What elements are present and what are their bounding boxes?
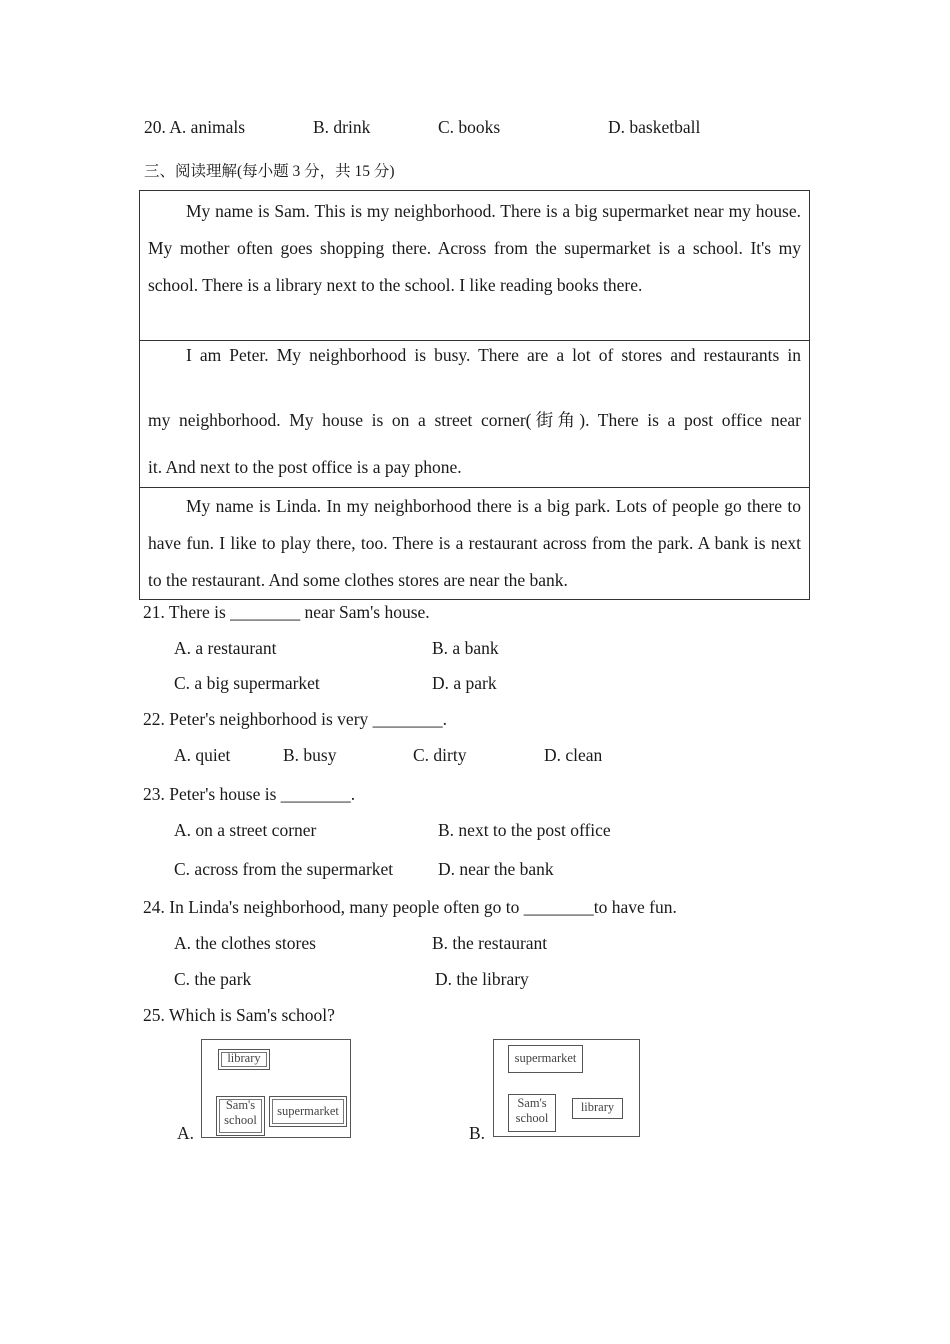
passage-sam: [140, 191, 809, 341]
q23-option-b: B. next to the post office: [438, 820, 611, 840]
q20-option-c: C. books: [438, 117, 501, 137]
q25-option-a-label: A.: [177, 1123, 195, 1143]
q23-option-d: D. near the bank: [438, 859, 554, 879]
passage-peter: [140, 341, 809, 488]
q24-stem: 24. In Linda's neighborhood, many people often go to ________to have fun.: [143, 897, 677, 917]
q21-option-b: B. a bank: [432, 638, 499, 658]
map-a-school-line-2: school: [224, 1113, 257, 1127]
q23-stem: 23. Peter's house is ________.: [143, 784, 356, 804]
map-b-library-label: library: [580, 1100, 615, 1114]
passage-peter-line-1: I am Peter. My neighborhood is busy. There are a lot of stores and restaurants in: [186, 345, 801, 365]
map-a-library: [218, 1049, 270, 1070]
map-a-school-line-1: Sam's: [225, 1098, 256, 1112]
q24-option-a: A. the clothes stores: [174, 933, 316, 953]
map-b-sams-school: [508, 1094, 556, 1132]
q20-option-a: 20. A. animals: [144, 117, 246, 137]
q24-option-d: D. the library: [435, 969, 529, 989]
map-b-supermarket: [508, 1045, 583, 1073]
q22-option-c: C. dirty: [413, 745, 467, 765]
map-a-supermarket-label: supermarket: [277, 1104, 339, 1118]
q22-stem: 22. Peter's neighborhood is very ________.: [143, 709, 448, 729]
passage-sam-text: My name is Sam. This is my neighborhood. There is a big supermarket near my house. My mother often goes shopping there. Across from the supermarket is a school. It's my school. There is a library next to the school. I like reading books there.: [148, 201, 801, 295]
q21-option-c: C. a big supermarket: [174, 673, 320, 693]
q22-option-b: B. busy: [283, 745, 337, 765]
q25-option-b-label: B.: [469, 1123, 486, 1143]
q24-option-b: B. the restaurant: [432, 933, 548, 953]
q21-option-a: A. a restaurant: [174, 638, 277, 658]
passage-linda: [140, 488, 809, 599]
map-b-school-line-2: school: [515, 1111, 549, 1125]
q21-stem: 21. There is ________ near Sam's house.: [143, 602, 430, 622]
map-b-library: [572, 1098, 623, 1119]
q23-option-a: A. on a street corner: [174, 820, 317, 840]
section-title: 三、阅读理解(每小题 3 分，共 15 分): [144, 163, 395, 180]
map-a-supermarket: [269, 1096, 347, 1127]
q22-option-d: D. clean: [544, 745, 603, 765]
map-b-school-line-1: Sam's: [517, 1096, 547, 1110]
passage-linda-text: My name is Linda. In my neighborhood there is a big park. Lots of people go there to have fun. I like to play there, too. There is a restaurant across from the park. A bank is next to the restaurant. And some clothes stores are near the bank.: [148, 496, 801, 590]
passages-table: [139, 190, 810, 600]
map-a-sams-school: [216, 1096, 265, 1136]
map-b-supermarket-label: supermarket: [514, 1051, 577, 1065]
q21-option-d: D. a park: [432, 673, 497, 693]
q25-stem: 25. Which is Sam's school?: [143, 1005, 335, 1025]
q24-option-c: C. the park: [174, 969, 252, 989]
passage-peter-line-2: my neighborhood. My house is on a street corner(街角). There is a post office near: [148, 410, 801, 430]
q23-option-c: C. across from the supermarket: [174, 859, 394, 879]
q22-option-a: A. quiet: [174, 745, 231, 765]
q20-option-d: D. basketball: [608, 117, 701, 137]
map-option-b: [493, 1039, 640, 1137]
passage-peter-line-3: it. And next to the post office is a pay phone.: [148, 457, 462, 477]
map-option-a: [201, 1039, 351, 1138]
map-a-library-label: library: [227, 1051, 261, 1065]
q20-option-b: B. drink: [313, 117, 371, 137]
